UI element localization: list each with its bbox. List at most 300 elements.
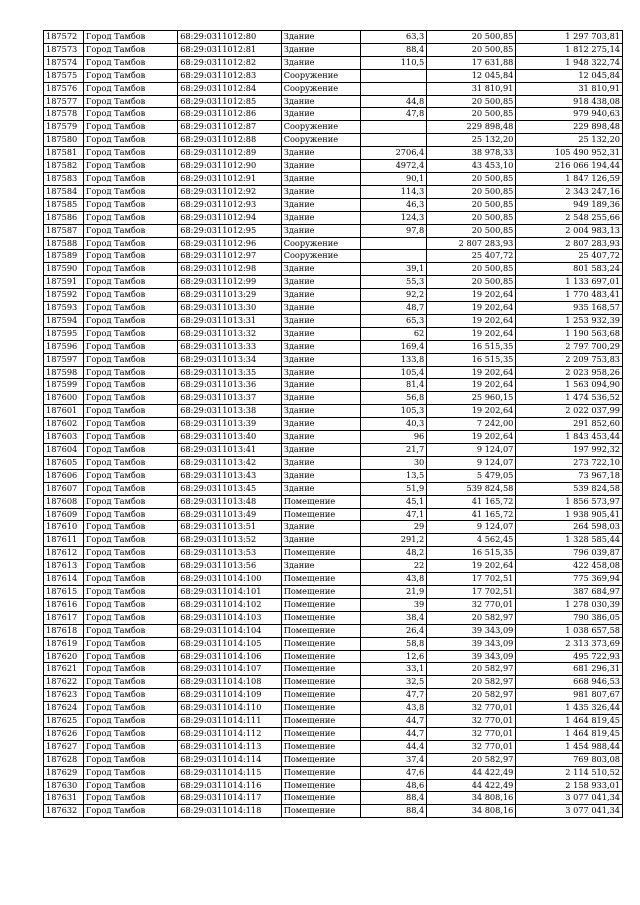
area-cell: 40,3 bbox=[360, 418, 427, 431]
unit-value-cell: 20 500,85 bbox=[427, 276, 516, 289]
table-row bbox=[44, 340, 623, 353]
cadastral-value-table bbox=[43, 30, 623, 818]
cadastral-number-cell: 68:29:0311013:42 bbox=[178, 456, 282, 469]
cadastral-value-cell: 3 077 041,34 bbox=[516, 792, 623, 805]
municipality-cell: Город Тамбов bbox=[83, 547, 177, 560]
table-row bbox=[44, 637, 623, 650]
object-type-cell: Здание bbox=[281, 379, 360, 392]
area-cell: 44,4 bbox=[360, 740, 427, 753]
area-cell: 92,2 bbox=[360, 289, 427, 302]
object-type-cell: Помещение bbox=[281, 702, 360, 715]
municipality-cell: Город Тамбов bbox=[83, 69, 177, 82]
object-type-cell: Здание bbox=[281, 405, 360, 418]
cadastral-number-cell: 68:29:0311012:96 bbox=[178, 237, 282, 250]
object-type-cell: Здание bbox=[281, 95, 360, 108]
cadastral-number-cell: 68:29:0311013:40 bbox=[178, 431, 282, 444]
municipality-cell: Город Тамбов bbox=[83, 469, 177, 482]
unit-value-cell: 19 202,64 bbox=[427, 405, 516, 418]
area-cell: 105,4 bbox=[360, 366, 427, 379]
municipality-cell: Город Тамбов bbox=[83, 715, 177, 728]
area-cell: 96 bbox=[360, 431, 427, 444]
area-cell: 13,5 bbox=[360, 469, 427, 482]
municipality-cell: Город Тамбов bbox=[83, 482, 177, 495]
area-cell: 48,7 bbox=[360, 302, 427, 315]
cadastral-number-cell: 68:29:0311014:116 bbox=[178, 779, 282, 792]
area-cell: 81,4 bbox=[360, 379, 427, 392]
area-cell bbox=[360, 121, 427, 134]
cadastral-number-cell: 68:29:0311014:106 bbox=[178, 650, 282, 663]
municipality-cell: Город Тамбов bbox=[83, 43, 177, 56]
unit-value-cell: 2 807 283,93 bbox=[427, 237, 516, 250]
area-cell bbox=[360, 250, 427, 263]
table-row bbox=[44, 31, 623, 44]
municipality-cell: Город Тамбов bbox=[83, 172, 177, 185]
cadastral-number-cell: 68:29:0311013:37 bbox=[178, 392, 282, 405]
object-type-cell: Помещение bbox=[281, 779, 360, 792]
unit-value-cell: 20 500,85 bbox=[427, 31, 516, 44]
object-type-cell: Здание bbox=[281, 108, 360, 121]
row-number-cell: 187604 bbox=[44, 444, 84, 457]
object-type-cell: Сооружение bbox=[281, 69, 360, 82]
object-type-cell: Здание bbox=[281, 521, 360, 534]
unit-value-cell: 39 343,09 bbox=[427, 650, 516, 663]
municipality-cell: Город Тамбов bbox=[83, 689, 177, 702]
cadastral-value-cell: 1 464 819,45 bbox=[516, 727, 623, 740]
area-cell: 30 bbox=[360, 456, 427, 469]
unit-value-cell: 20 500,85 bbox=[427, 108, 516, 121]
municipality-cell: Город Тамбов bbox=[83, 108, 177, 121]
cadastral-value-cell: 1 938 905,41 bbox=[516, 508, 623, 521]
municipality-cell: Город Тамбов bbox=[83, 379, 177, 392]
cadastral-number-cell: 68:29:0311014:100 bbox=[178, 573, 282, 586]
unit-value-cell: 19 202,64 bbox=[427, 560, 516, 573]
area-cell bbox=[360, 237, 427, 250]
cadastral-value-cell: 790 386,05 bbox=[516, 611, 623, 624]
cadastral-number-cell: 68:29:0311014:104 bbox=[178, 624, 282, 637]
cadastral-value-cell: 1 253 932,39 bbox=[516, 314, 623, 327]
municipality-cell: Город Тамбов bbox=[83, 508, 177, 521]
municipality-cell: Город Тамбов bbox=[83, 198, 177, 211]
unit-value-cell: 20 500,85 bbox=[427, 185, 516, 198]
unit-value-cell: 17 702,51 bbox=[427, 585, 516, 598]
table-row bbox=[44, 160, 623, 173]
cadastral-number-cell: 68:29:0311012:97 bbox=[178, 250, 282, 263]
cadastral-number-cell: 68:29:0311014:109 bbox=[178, 689, 282, 702]
cadastral-value-cell: 229 898,48 bbox=[516, 121, 623, 134]
object-type-cell: Помещение bbox=[281, 495, 360, 508]
table-row bbox=[44, 366, 623, 379]
unit-value-cell: 34 808,16 bbox=[427, 792, 516, 805]
object-type-cell: Здание bbox=[281, 263, 360, 276]
cadastral-value-cell: 2 209 753,83 bbox=[516, 353, 623, 366]
table-row bbox=[44, 224, 623, 237]
unit-value-cell: 43 453,10 bbox=[427, 160, 516, 173]
municipality-cell: Город Тамбов bbox=[83, 314, 177, 327]
cadastral-value-cell: 31 810,91 bbox=[516, 82, 623, 95]
table-row bbox=[44, 237, 623, 250]
unit-value-cell: 16 515,35 bbox=[427, 547, 516, 560]
row-number-cell: 187622 bbox=[44, 676, 84, 689]
area-cell: 44,7 bbox=[360, 727, 427, 740]
municipality-cell: Город Тамбов bbox=[83, 121, 177, 134]
cadastral-value-cell: 1 454 988,44 bbox=[516, 740, 623, 753]
cadastral-value-cell: 2 343 247,16 bbox=[516, 185, 623, 198]
table-row bbox=[44, 392, 623, 405]
row-number-cell: 187608 bbox=[44, 495, 84, 508]
table-row bbox=[44, 289, 623, 302]
table-row bbox=[44, 753, 623, 766]
row-number-cell: 187575 bbox=[44, 69, 84, 82]
cadastral-number-cell: 68:29:0311012:85 bbox=[178, 95, 282, 108]
municipality-cell: Город Тамбов bbox=[83, 611, 177, 624]
municipality-cell: Город Тамбов bbox=[83, 766, 177, 779]
row-number-cell: 187603 bbox=[44, 431, 84, 444]
area-cell: 133,8 bbox=[360, 353, 427, 366]
cadastral-number-cell: 68:29:0311013:48 bbox=[178, 495, 282, 508]
unit-value-cell: 19 202,64 bbox=[427, 366, 516, 379]
cadastral-value-cell: 2 158 933,01 bbox=[516, 779, 623, 792]
object-type-cell: Помещение bbox=[281, 585, 360, 598]
object-type-cell: Здание bbox=[281, 353, 360, 366]
table-row bbox=[44, 444, 623, 457]
unit-value-cell: 19 202,64 bbox=[427, 431, 516, 444]
municipality-cell: Город Тамбов bbox=[83, 573, 177, 586]
unit-value-cell: 20 582,97 bbox=[427, 663, 516, 676]
unit-value-cell: 34 808,16 bbox=[427, 805, 516, 818]
area-cell: 62 bbox=[360, 327, 427, 340]
cadastral-value-cell: 1 948 322,74 bbox=[516, 56, 623, 69]
table-row bbox=[44, 727, 623, 740]
unit-value-cell: 16 515,35 bbox=[427, 353, 516, 366]
cadastral-value-cell: 1 297 703,81 bbox=[516, 31, 623, 44]
row-number-cell: 187607 bbox=[44, 482, 84, 495]
object-type-cell: Помещение bbox=[281, 637, 360, 650]
unit-value-cell: 20 500,85 bbox=[427, 172, 516, 185]
unit-value-cell: 20 582,97 bbox=[427, 689, 516, 702]
unit-value-cell: 20 500,85 bbox=[427, 198, 516, 211]
cadastral-value-cell: 2 114 510,52 bbox=[516, 766, 623, 779]
municipality-cell: Город Тамбов bbox=[83, 637, 177, 650]
municipality-cell: Город Тамбов bbox=[83, 302, 177, 315]
municipality-cell: Город Тамбов bbox=[83, 792, 177, 805]
object-type-cell: Здание bbox=[281, 392, 360, 405]
cadastral-value-cell: 3 077 041,34 bbox=[516, 805, 623, 818]
row-number-cell: 187629 bbox=[44, 766, 84, 779]
table-row bbox=[44, 353, 623, 366]
cadastral-value-cell: 801 583,24 bbox=[516, 263, 623, 276]
object-type-cell: Помещение bbox=[281, 715, 360, 728]
cadastral-number-cell: 68:29:0311014:118 bbox=[178, 805, 282, 818]
table-row bbox=[44, 56, 623, 69]
table-row bbox=[44, 779, 623, 792]
cadastral-number-cell: 68:29:0311013:30 bbox=[178, 302, 282, 315]
municipality-cell: Город Тамбов bbox=[83, 676, 177, 689]
object-type-cell: Здание bbox=[281, 276, 360, 289]
unit-value-cell: 20 582,97 bbox=[427, 611, 516, 624]
table-row bbox=[44, 263, 623, 276]
area-cell: 63,3 bbox=[360, 31, 427, 44]
object-type-cell: Здание bbox=[281, 366, 360, 379]
row-number-cell: 187574 bbox=[44, 56, 84, 69]
area-cell: 48,6 bbox=[360, 779, 427, 792]
area-cell: 88,4 bbox=[360, 792, 427, 805]
object-type-cell: Здание bbox=[281, 327, 360, 340]
unit-value-cell: 20 500,85 bbox=[427, 43, 516, 56]
row-number-cell: 187602 bbox=[44, 418, 84, 431]
unit-value-cell: 20 582,97 bbox=[427, 676, 516, 689]
cadastral-value-cell: 918 438,08 bbox=[516, 95, 623, 108]
area-cell: 51,9 bbox=[360, 482, 427, 495]
row-number-cell: 187596 bbox=[44, 340, 84, 353]
unit-value-cell: 7 242,00 bbox=[427, 418, 516, 431]
cadastral-number-cell: 68:29:0311013:52 bbox=[178, 534, 282, 547]
table-row bbox=[44, 469, 623, 482]
cadastral-number-cell: 68:29:0311012:83 bbox=[178, 69, 282, 82]
row-number-cell: 187616 bbox=[44, 598, 84, 611]
table-row bbox=[44, 740, 623, 753]
cadastral-number-cell: 68:29:0311014:112 bbox=[178, 727, 282, 740]
object-type-cell: Помещение bbox=[281, 676, 360, 689]
document-page bbox=[43, 30, 623, 818]
table-row bbox=[44, 43, 623, 56]
unit-value-cell: 16 515,35 bbox=[427, 340, 516, 353]
row-number-cell: 187606 bbox=[44, 469, 84, 482]
cadastral-number-cell: 68:29:0311013:31 bbox=[178, 314, 282, 327]
object-type-cell: Помещение bbox=[281, 573, 360, 586]
municipality-cell: Город Тамбов bbox=[83, 160, 177, 173]
cadastral-value-cell: 1 843 453,44 bbox=[516, 431, 623, 444]
row-number-cell: 187597 bbox=[44, 353, 84, 366]
object-type-cell: Помещение bbox=[281, 766, 360, 779]
row-number-cell: 187583 bbox=[44, 172, 84, 185]
area-cell: 48,2 bbox=[360, 547, 427, 560]
object-type-cell: Здание bbox=[281, 172, 360, 185]
area-cell: 88,4 bbox=[360, 43, 427, 56]
area-cell bbox=[360, 69, 427, 82]
municipality-cell: Город Тамбов bbox=[83, 276, 177, 289]
municipality-cell: Город Тамбов bbox=[83, 340, 177, 353]
row-number-cell: 187611 bbox=[44, 534, 84, 547]
area-cell: 291,2 bbox=[360, 534, 427, 547]
table-row bbox=[44, 805, 623, 818]
cadastral-value-cell: 775 369,94 bbox=[516, 573, 623, 586]
cadastral-number-cell: 68:29:0311013:41 bbox=[178, 444, 282, 457]
municipality-cell: Город Тамбов bbox=[83, 56, 177, 69]
row-number-cell: 187632 bbox=[44, 805, 84, 818]
area-cell: 21,9 bbox=[360, 585, 427, 598]
cadastral-number-cell: 68:29:0311012:90 bbox=[178, 160, 282, 173]
cadastral-number-cell: 68:29:0311014:108 bbox=[178, 676, 282, 689]
municipality-cell: Город Тамбов bbox=[83, 727, 177, 740]
row-number-cell: 187572 bbox=[44, 31, 84, 44]
row-number-cell: 187582 bbox=[44, 160, 84, 173]
unit-value-cell: 20 500,85 bbox=[427, 224, 516, 237]
object-type-cell: Здание bbox=[281, 534, 360, 547]
area-cell: 37,4 bbox=[360, 753, 427, 766]
cadastral-number-cell: 68:29:0311013:53 bbox=[178, 547, 282, 560]
unit-value-cell: 20 582,97 bbox=[427, 753, 516, 766]
table-row bbox=[44, 534, 623, 547]
object-type-cell: Здание bbox=[281, 469, 360, 482]
cadastral-value-cell: 2 313 373,69 bbox=[516, 637, 623, 650]
object-type-cell: Здание bbox=[281, 43, 360, 56]
row-number-cell: 187617 bbox=[44, 611, 84, 624]
municipality-cell: Город Тамбов bbox=[83, 585, 177, 598]
cadastral-number-cell: 68:29:0311012:84 bbox=[178, 82, 282, 95]
area-cell: 58,8 bbox=[360, 637, 427, 650]
municipality-cell: Город Тамбов bbox=[83, 95, 177, 108]
object-type-cell: Помещение bbox=[281, 740, 360, 753]
cadastral-number-cell: 68:29:0311013:29 bbox=[178, 289, 282, 302]
row-number-cell: 187593 bbox=[44, 302, 84, 315]
unit-value-cell: 9 124,07 bbox=[427, 456, 516, 469]
municipality-cell: Город Тамбов bbox=[83, 624, 177, 637]
area-cell: 4972,4 bbox=[360, 160, 427, 173]
cadastral-number-cell: 68:29:0311012:95 bbox=[178, 224, 282, 237]
area-cell: 169,4 bbox=[360, 340, 427, 353]
cadastral-number-cell: 68:29:0311013:49 bbox=[178, 508, 282, 521]
cadastral-value-cell: 2 548 255,66 bbox=[516, 211, 623, 224]
table-row bbox=[44, 573, 623, 586]
table-row bbox=[44, 495, 623, 508]
unit-value-cell: 25 132,20 bbox=[427, 134, 516, 147]
area-cell: 90,1 bbox=[360, 172, 427, 185]
row-number-cell: 187588 bbox=[44, 237, 84, 250]
cadastral-value-cell: 1 474 536,52 bbox=[516, 392, 623, 405]
row-number-cell: 187626 bbox=[44, 727, 84, 740]
unit-value-cell: 25 407,72 bbox=[427, 250, 516, 263]
cadastral-value-cell: 1 847 126,59 bbox=[516, 172, 623, 185]
unit-value-cell: 44 422,49 bbox=[427, 766, 516, 779]
row-number-cell: 187577 bbox=[44, 95, 84, 108]
table-row bbox=[44, 456, 623, 469]
unit-value-cell: 31 810,91 bbox=[427, 82, 516, 95]
table-row bbox=[44, 792, 623, 805]
area-cell: 47,8 bbox=[360, 108, 427, 121]
object-type-cell: Здание bbox=[281, 224, 360, 237]
table-row bbox=[44, 585, 623, 598]
cadastral-number-cell: 68:29:0311014:110 bbox=[178, 702, 282, 715]
table-row bbox=[44, 766, 623, 779]
row-number-cell: 187605 bbox=[44, 456, 84, 469]
table-row bbox=[44, 547, 623, 560]
municipality-cell: Город Тамбов bbox=[83, 805, 177, 818]
cadastral-value-cell: 1 190 563,68 bbox=[516, 327, 623, 340]
unit-value-cell: 17 702,51 bbox=[427, 573, 516, 586]
row-number-cell: 187590 bbox=[44, 263, 84, 276]
municipality-cell: Город Тамбов bbox=[83, 237, 177, 250]
area-cell: 44,8 bbox=[360, 95, 427, 108]
cadastral-number-cell: 68:29:0311014:102 bbox=[178, 598, 282, 611]
object-type-cell: Помещение bbox=[281, 624, 360, 637]
cadastral-value-cell: 495 722,93 bbox=[516, 650, 623, 663]
object-type-cell: Здание bbox=[281, 147, 360, 160]
municipality-cell: Город Тамбов bbox=[83, 392, 177, 405]
area-cell: 124,3 bbox=[360, 211, 427, 224]
row-number-cell: 187573 bbox=[44, 43, 84, 56]
unit-value-cell: 25 960,15 bbox=[427, 392, 516, 405]
row-number-cell: 187609 bbox=[44, 508, 84, 521]
cadastral-number-cell: 68:29:0311014:115 bbox=[178, 766, 282, 779]
unit-value-cell: 19 202,64 bbox=[427, 379, 516, 392]
area-cell: 65,3 bbox=[360, 314, 427, 327]
cadastral-number-cell: 68:29:0311014:107 bbox=[178, 663, 282, 676]
cadastral-value-cell: 539 824,58 bbox=[516, 482, 623, 495]
unit-value-cell: 32 770,01 bbox=[427, 740, 516, 753]
object-type-cell: Здание bbox=[281, 211, 360, 224]
cadastral-value-cell: 1 856 573,97 bbox=[516, 495, 623, 508]
object-type-cell: Здание bbox=[281, 31, 360, 44]
unit-value-cell: 41 165,72 bbox=[427, 508, 516, 521]
municipality-cell: Город Тамбов bbox=[83, 224, 177, 237]
area-cell: 55,3 bbox=[360, 276, 427, 289]
municipality-cell: Город Тамбов bbox=[83, 289, 177, 302]
row-number-cell: 187581 bbox=[44, 147, 84, 160]
row-number-cell: 187576 bbox=[44, 82, 84, 95]
cadastral-value-cell: 1 278 030,39 bbox=[516, 598, 623, 611]
object-type-cell: Помещение bbox=[281, 650, 360, 663]
row-number-cell: 187594 bbox=[44, 314, 84, 327]
cadastral-value-cell: 1 563 094,90 bbox=[516, 379, 623, 392]
area-cell: 97,8 bbox=[360, 224, 427, 237]
cadastral-value-cell: 197 992,32 bbox=[516, 444, 623, 457]
municipality-cell: Город Тамбов bbox=[83, 353, 177, 366]
cadastral-number-cell: 68:29:0311013:45 bbox=[178, 482, 282, 495]
object-type-cell: Помещение bbox=[281, 727, 360, 740]
municipality-cell: Город Тамбов bbox=[83, 431, 177, 444]
cadastral-value-cell: 422 458,08 bbox=[516, 560, 623, 573]
table-row bbox=[44, 108, 623, 121]
municipality-cell: Город Тамбов bbox=[83, 444, 177, 457]
row-number-cell: 187631 bbox=[44, 792, 84, 805]
area-cell: 47,6 bbox=[360, 766, 427, 779]
table-row bbox=[44, 521, 623, 534]
area-cell: 46,3 bbox=[360, 198, 427, 211]
table-row bbox=[44, 611, 623, 624]
cadastral-number-cell: 68:29:0311013:56 bbox=[178, 560, 282, 573]
cadastral-number-cell: 68:29:0311013:32 bbox=[178, 327, 282, 340]
cadastral-number-cell: 68:29:0311012:87 bbox=[178, 121, 282, 134]
table-row bbox=[44, 676, 623, 689]
cadastral-value-cell: 387 684,97 bbox=[516, 585, 623, 598]
table-row bbox=[44, 560, 623, 573]
object-type-cell: Здание bbox=[281, 431, 360, 444]
row-number-cell: 187612 bbox=[44, 547, 84, 560]
object-type-cell: Помещение bbox=[281, 611, 360, 624]
area-cell: 44,7 bbox=[360, 715, 427, 728]
unit-value-cell: 20 500,85 bbox=[427, 211, 516, 224]
table-row bbox=[44, 650, 623, 663]
cadastral-value-cell: 979 940,63 bbox=[516, 108, 623, 121]
area-cell: 45,1 bbox=[360, 495, 427, 508]
municipality-cell: Город Тамбов bbox=[83, 702, 177, 715]
object-type-cell: Помещение bbox=[281, 508, 360, 521]
row-number-cell: 187630 bbox=[44, 779, 84, 792]
unit-value-cell: 229 898,48 bbox=[427, 121, 516, 134]
municipality-cell: Город Тамбов bbox=[83, 740, 177, 753]
cadastral-value-cell: 796 039,87 bbox=[516, 547, 623, 560]
cadastral-value-cell: 2 022 037,99 bbox=[516, 405, 623, 418]
row-number-cell: 187585 bbox=[44, 198, 84, 211]
table-row bbox=[44, 147, 623, 160]
municipality-cell: Город Тамбов bbox=[83, 147, 177, 160]
row-number-cell: 187591 bbox=[44, 276, 84, 289]
cadastral-number-cell: 68:29:0311012:93 bbox=[178, 198, 282, 211]
unit-value-cell: 39 343,09 bbox=[427, 637, 516, 650]
municipality-cell: Город Тамбов bbox=[83, 327, 177, 340]
municipality-cell: Город Тамбов bbox=[83, 598, 177, 611]
row-number-cell: 187587 bbox=[44, 224, 84, 237]
